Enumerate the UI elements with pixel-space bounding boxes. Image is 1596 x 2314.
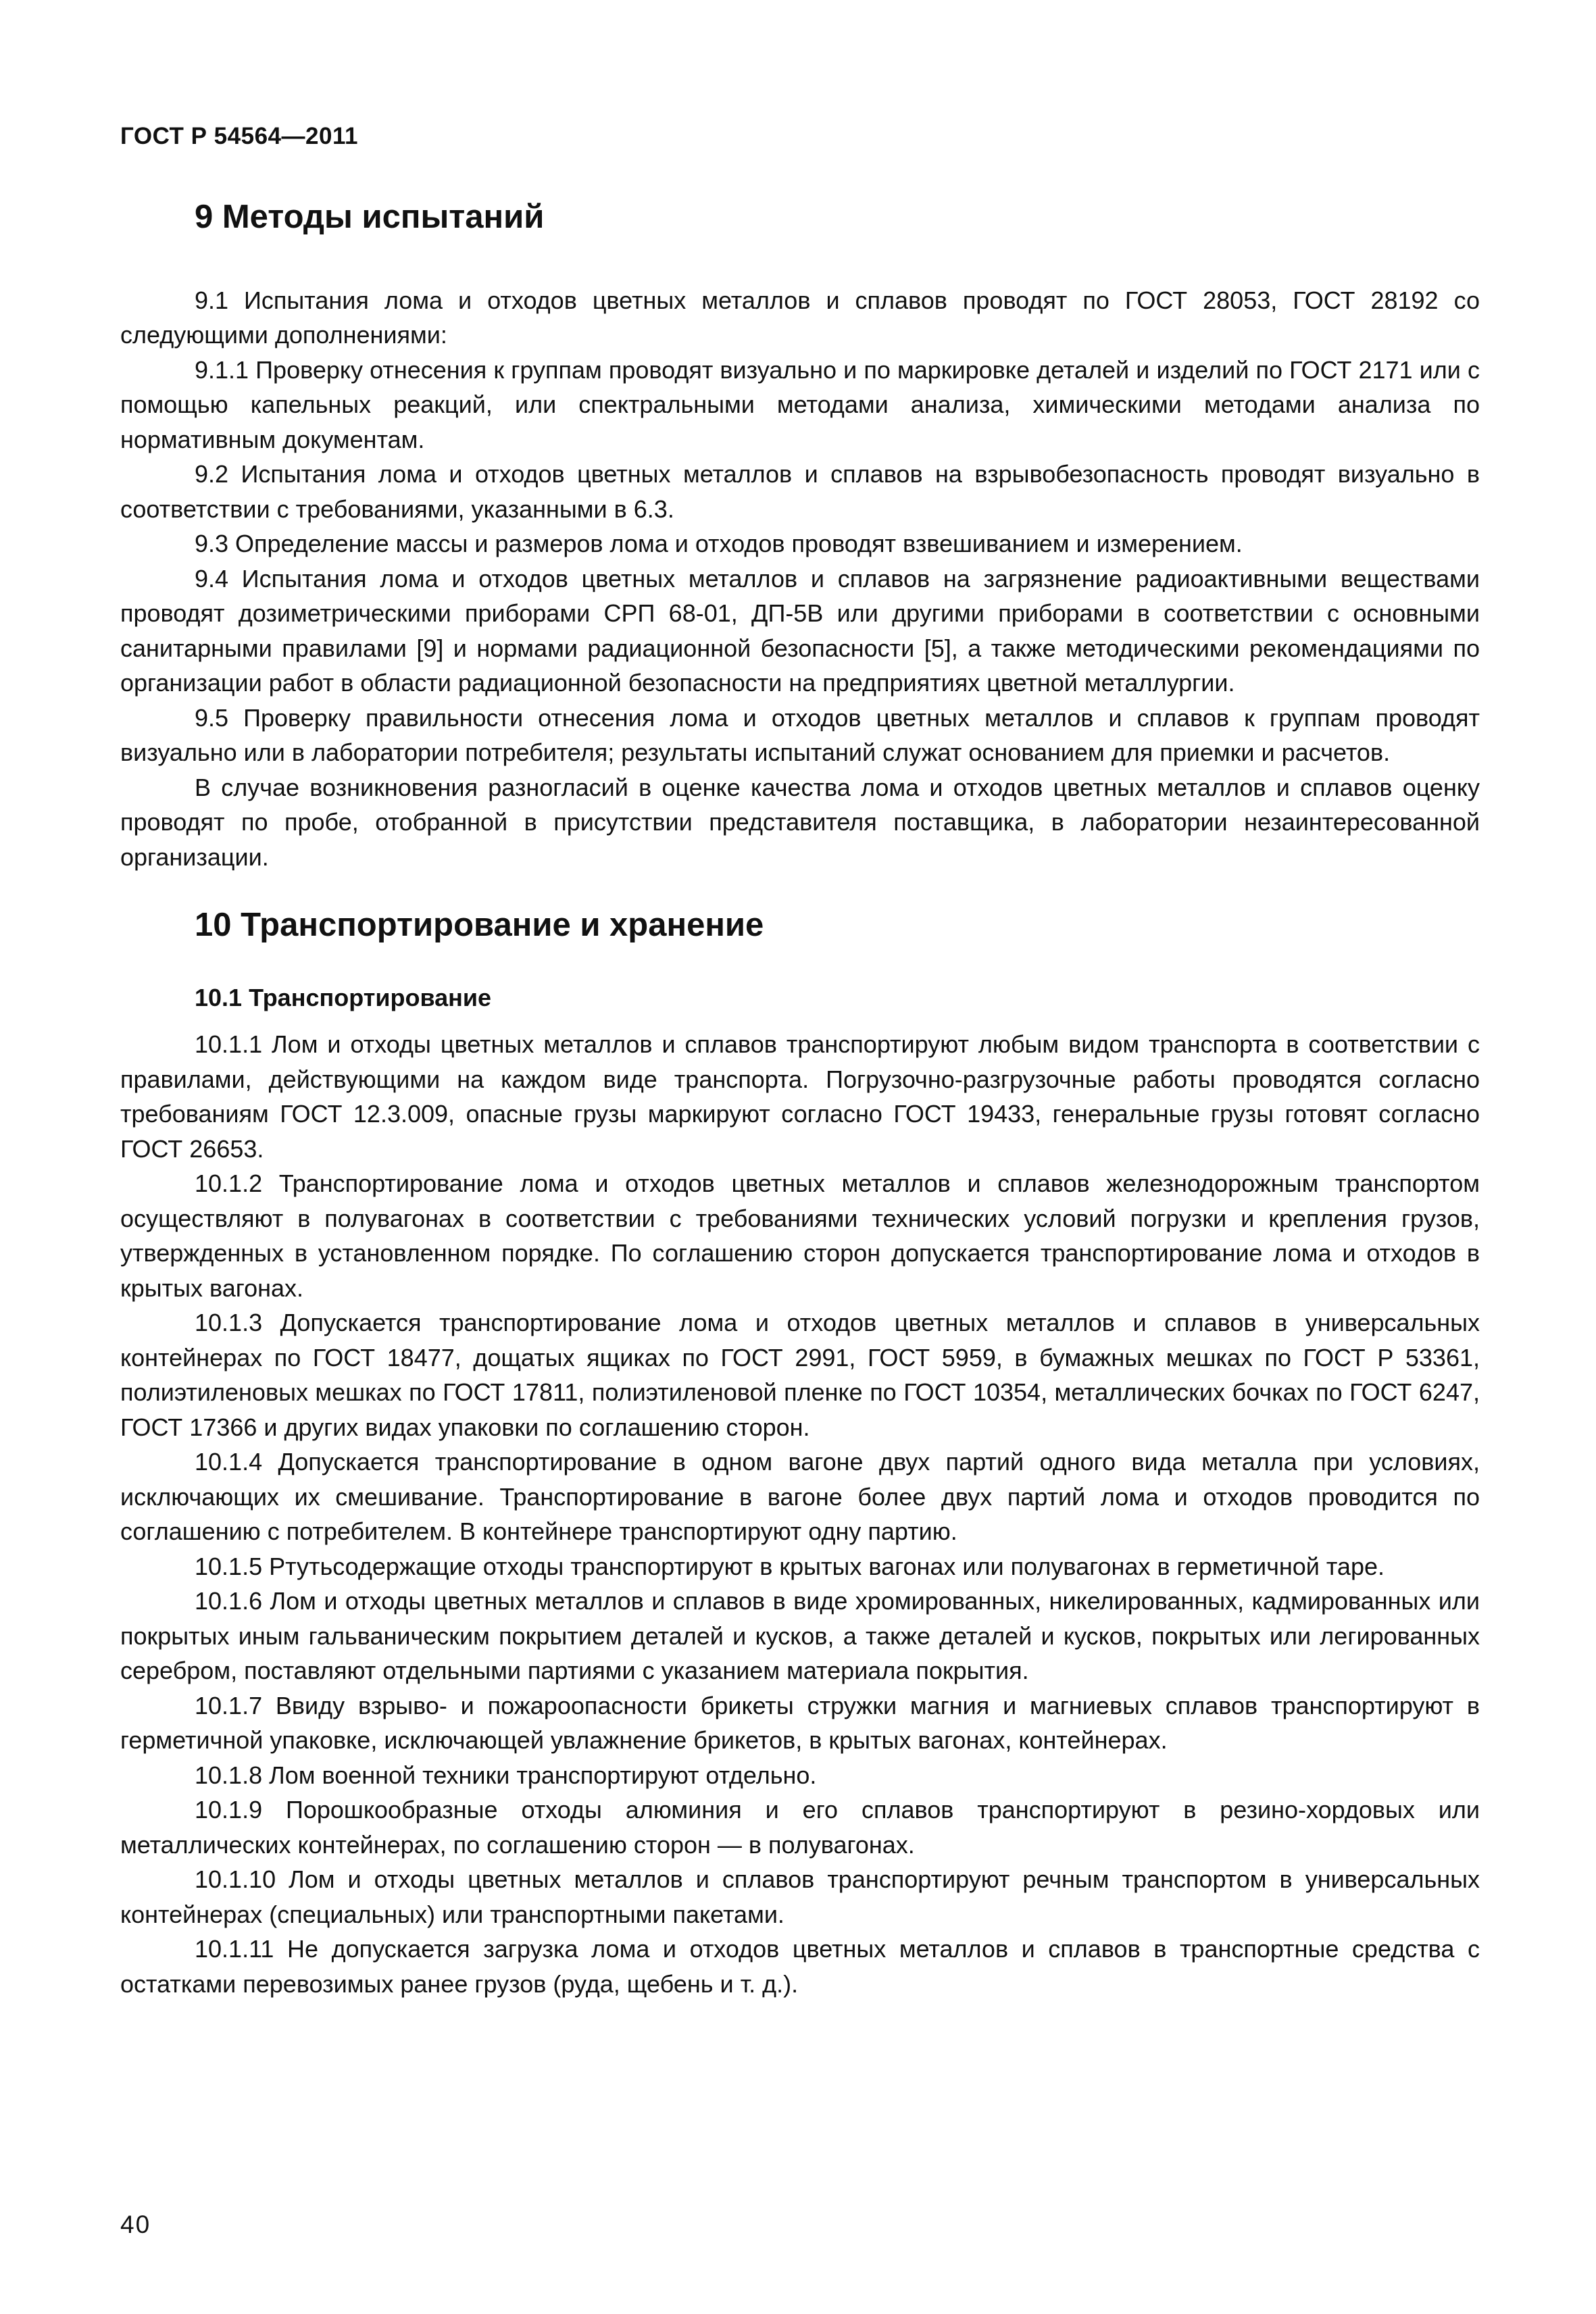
paragraph-10-1-5: 10.1.5 Ртутьсодержащие отходы транспортируют в крытых вагонах или полувагонах в герметичной таре. bbox=[195, 1552, 1385, 1580]
paragraph-10-1-11: 10.1.11 Не допускается загрузка лома и отходов цветных металлов и сплавов в транспортные средства с остатками перевозимых ранее грузов (руда, щебень и т. д.). bbox=[120, 1935, 1480, 1998]
paragraph-10-1-9: 10.1.9 Порошкообразные отходы алюминия и его сплавов транспортируют в резино-хордовых или металлических контейнерах, по соглашению сторон — в полувагонах. bbox=[120, 1796, 1480, 1859]
paragraph-10-1-7: 10.1.7 Ввиду взрыво- и пожароопасности брикеты стружки магния и магниевых сплавов транспортируют в герметичной упаковке, исключающей увлажнение брикетов, в крытых вагонах, контейнерах. bbox=[120, 1691, 1480, 1755]
section-10-heading: 10 Транспортирование и хранение bbox=[195, 907, 764, 944]
paragraph-9-5-note: В случае возникновения разногласий в оценке качества лома и отходов цветных металлов и сплавов оценку проводят по пробе, отобранной в присутствии представителя поставщика, в лаборатории незаинтересованной организации. bbox=[120, 773, 1480, 871]
paragraph-10-1-1: 10.1.1 Лом и отходы цветных металлов и сплавов транспортируют любым видом транспорта в соответствии с правилами, действующими на каждом виде транспорта. Погрузочно-разгрузочные работы проводятся согласно требованиям ГОСТ 12.3.009, опасные грузы маркируют согласно ГОСТ 19433, генеральные грузы готовят согласно ГОСТ 26653. bbox=[120, 1030, 1480, 1163]
paragraph-9-4: 9.4 Испытания лома и отходов цветных металлов и сплавов на загрязнение радиоактивными веществами проводят дозиметрическими приборами СРП 68-01, ДП-5В или другими приборами в соответствии с основными санитарными правилами [9] и нормами радиационной безопасности [5], а также методическими рекомендациями по организации работ в области радиационной безопасности на предприятиях цветной металлургии. bbox=[120, 564, 1480, 697]
paragraph-9-2: 9.2 Испытания лома и отходов цветных металлов и сплавов на взрывобезопасность проводят визуально в соответствии с требованиями, указанными в 6.3. bbox=[120, 460, 1480, 523]
page-content bbox=[120, 197, 1480, 2001]
paragraph-10-1-2: 10.1.2 Транспортирование лома и отходов цветных металлов и сплавов железнодорожным транспортом осуществляют в полувагонах в соответствии с требованиями технических условий погрузки и крепления грузов, утвержденных в установленном порядке. По соглашению сторон допускается транспортирование лома и отходов в крытых вагонах. bbox=[120, 1169, 1480, 1302]
paragraph-9-1-1: 9.1.1 Проверку отнесения к группам проводят визуально и по маркировке деталей и изделий по ГОСТ 2171 или с помощью капельных реакций, или спектральными методами анализа, химическими методами анализа по нормативным документам. bbox=[120, 355, 1480, 453]
paragraph-10-1-6: 10.1.6 Лом и отходы цветных металлов и сплавов в виде хромированных, никелированных, кадмированных или покрытых иным гальваническим покрытием деталей и кусков, а также деталей и кусков, покрытых или легированных серебром, поставляют отдельными партиями с указанием материала покрытия. bbox=[120, 1587, 1480, 1685]
page-number: 40 bbox=[120, 2211, 151, 2238]
paragraph-9-5: 9.5 Проверку правильности отнесения лома и отходов цветных металлов и сплавов к группам проводят визуально или в лаборатории потребителя; результаты испытаний служат основанием для приемки и расчетов. bbox=[120, 703, 1480, 767]
section-9-heading: 9 Методы испытаний bbox=[195, 199, 545, 235]
paragraph-9-1: 9.1 Испытания лома и отходов цветных металлов и сплавов проводят по ГОСТ 28053, ГОСТ 28192 со следующими дополнениями: bbox=[120, 286, 1480, 349]
paragraph-10-1-10: 10.1.10 Лом и отходы цветных металлов и сплавов транспортируют речным транспортом в универсальных контейнерах (специальных) или транспортными пакетами. bbox=[120, 1865, 1480, 1928]
document-header: ГОСТ Р 54564—2011 bbox=[120, 123, 358, 149]
paragraph-9-3: 9.3 Определение массы и размеров лома и отходов проводят взвешиванием и измерением. bbox=[195, 530, 1243, 558]
paragraph-10-1-3: 10.1.3 Допускается транспортирование лома и отходов цветных металлов и сплавов в универсальных контейнерах по ГОСТ 18477, дощатых ящиках по ГОСТ 2991, ГОСТ 5959, в бумажных мешках по ГОСТ Р 53361, полиэтиленовых мешках по ГОСТ 17811, полиэтиленовой пленке по ГОСТ 10354, металлических бочках по ГОСТ 6247, ГОСТ 17366 и других видах упаковки по соглашению сторон. bbox=[120, 1309, 1480, 1441]
paragraph-10-1-8: 10.1.8 Лом военной техники транспортируют отдельно. bbox=[195, 1761, 817, 1789]
subsection-10-1-heading: 10.1 Транспортирование bbox=[195, 984, 492, 1012]
paragraph-10-1-4: 10.1.4 Допускается транспортирование в одном вагоне двух партий одного вида металла при условиях, исключающих их смешивание. Транспортирование в вагоне более двух партий лома и отходов проводится по соглашению с потребителем. В контейнере транспортируют одну партию. bbox=[120, 1448, 1480, 1546]
